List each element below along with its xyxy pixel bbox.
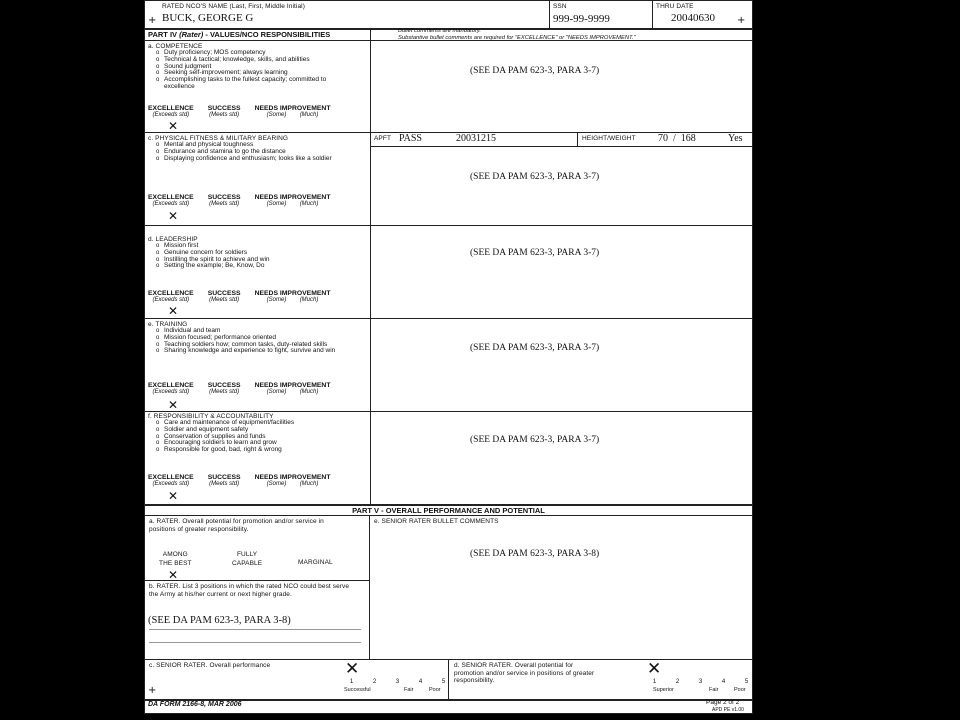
bullet-item: o Care and maintenance of equipment/facilities [148, 420, 294, 427]
potential-scale: 1 2 3 4 5 [652, 679, 749, 685]
ssn-value: 999-99-9999 [553, 13, 610, 25]
superior-label: Superior [653, 687, 674, 693]
competence-rating-mark[interactable]: ✕ [168, 119, 179, 133]
bullet-item: o Individual and team [148, 328, 348, 335]
poor-label: Poor [429, 687, 441, 693]
bullet-item: o Accomplishing tasks to the fullest capacity; committed to excellence [148, 77, 358, 91]
competence-rating-scale: EXCELLENCE (Exceeds std) SUCCESS (Meets std) NEEDS IMPROVEMENT (Some) (Much) [148, 105, 331, 118]
senior-rater-potential-text: d. SENIOR RATER. Overall potential for promotion and/or service in positions of greater responsibility. [454, 662, 595, 684]
training-rating-scale: EXCELLENCE (Exceeds std) SUCCESS (Meets std) NEEDS IMPROVEMENT (Some) (Much) [148, 382, 331, 395]
registration-plus: + [148, 685, 157, 696]
part-v-title: PART V - OVERALL PERFORMANCE AND POTENTIAL [352, 506, 545, 515]
senior-rater-performance-text: c. SENIOR RATER. Overall performance [149, 662, 271, 669]
fitness-rating-scale: EXCELLENCE (Exceeds std) SUCCESS (Meets std) NEEDS IMPROVEMENT (Some) (Much) [148, 194, 331, 207]
bullet-item: o Mission first [148, 243, 270, 250]
bullet-item: o Duty proficiency; MOS competency [148, 50, 358, 57]
rater-positions-text: b. RATER. List 3 positions in which the rated NCO could best serve the Army at his/her current or next higher grade. [149, 583, 350, 598]
responsibility-bullets [148, 420, 294, 454]
page-number: Page 2 of 2 [706, 699, 740, 706]
performance-scale: 1 2 3 4 5 [349, 679, 446, 685]
rater-potential-text: a. RATER. Overall potential for promotion and/or service in positions of greater responsibility. [149, 518, 324, 533]
ncoer-form-page [144, 0, 753, 714]
bullet-item: o Sound judgment [148, 64, 358, 71]
rater-positions-comment: (SEE DA PAM 623-3, PARA 3-8) [148, 615, 291, 626]
successful-label: Successful [344, 687, 371, 693]
responsibility-rating-scale: EXCELLENCE (Exceeds std) SUCCESS (Meets std) NEEDS IMPROVEMENT (Some) (Much) [148, 474, 331, 487]
leadership-section [148, 236, 270, 270]
competence-section [148, 43, 358, 91]
bullet-item: o Soldier and equipment safety [148, 427, 294, 434]
height-weight-value: 70 / 168 [658, 133, 696, 144]
leadership-comment: (SEE DA PAM 623-3, PARA 3-7) [470, 248, 600, 258]
leadership-bullets [148, 243, 270, 270]
training-section [148, 321, 348, 355]
fair-label: Fair [404, 687, 414, 693]
competence-bullets [148, 50, 358, 91]
bullet-item: o Endurance and stamina to go the distance [148, 149, 338, 156]
fitness-bullets [148, 142, 338, 162]
form-number: DA FORM 2166-8, MAR 2006 [148, 701, 242, 708]
poor-label: Poor [734, 687, 746, 693]
registration-plus: + [148, 15, 157, 26]
height-weight-label: HEIGHT/WEIGHT [582, 135, 636, 142]
bullet-item: o Mission focused; performance oriented [148, 335, 348, 342]
senior-rater-potential-mark[interactable]: ✕ [647, 659, 662, 679]
competence-title: a. COMPETENCE [148, 43, 203, 50]
leadership-rating-scale: EXCELLENCE (Exceeds std) SUCCESS (Meets std) NEEDS IMPROVEMENT (Some) (Much) [148, 290, 331, 303]
apft-value: PASS [399, 133, 422, 144]
height-weight-result: Yes [728, 133, 743, 144]
training-bullets [148, 328, 348, 355]
bullet-item: o Technical & tactical; knowledge, skills, and abilities [148, 57, 348, 64]
bullet-item: o Teaching soldiers how; common tasks, duty-related skills [148, 342, 338, 349]
apft-label: APFT [374, 135, 392, 142]
fair-label: Fair [709, 687, 719, 693]
thru-date-value: 20040630 [671, 12, 715, 24]
senior-rater-comments-title: e. SENIOR RATER BULLET COMMENTS [374, 518, 499, 525]
competence-comment: (SEE DA PAM 623-3, PARA 3-7) [470, 66, 600, 76]
bullet-item: o Genuine concern for soldiers [148, 250, 270, 257]
fitness-title: c. PHYSICAL FITNESS & MILITARY BEARING [148, 135, 289, 142]
bullet-item: o Sharing knowledge and experience to fight, survive and win [148, 348, 348, 355]
bullet-item: o Encouraging soldiers to learn and grow [148, 440, 294, 447]
bullet-item: o Displaying confidence and enthusiasm; looks like a soldier [148, 156, 338, 163]
registration-plus: + [737, 15, 746, 26]
senior-rater-comments: (SEE DA PAM 623-3, PARA 3-8) [470, 549, 600, 559]
thru-date-label: THRU DATE [656, 3, 694, 10]
training-rating-mark[interactable]: ✕ [168, 398, 179, 412]
responsibility-rating-mark[interactable]: ✕ [168, 489, 179, 503]
responsibility-title: f. RESPONSIBILITY & ACCOUNTABILITY [148, 413, 274, 420]
among-the-best-option: AMONG THE BEST [159, 551, 192, 567]
bullet-item: o Conservation of supplies and funds [148, 434, 294, 441]
leadership-rating-mark[interactable]: ✕ [168, 304, 179, 318]
training-comment: (SEE DA PAM 623-3, PARA 3-7) [470, 343, 600, 353]
name-value: BUCK, GEORGE G [162, 12, 254, 24]
bullet-item: o Setting the example; Be, Know, Do [148, 263, 270, 270]
fully-capable-option: FULLY CAPABLE [232, 551, 263, 567]
responsibility-comment: (SEE DA PAM 623-3, PARA 3-7) [470, 435, 600, 445]
responsibility-section [148, 413, 294, 454]
fitness-rating-mark[interactable]: ✕ [168, 209, 179, 223]
part-iv-title: PART IV (Rater) - VALUES/NCO RESPONSIBILITIES [148, 30, 331, 39]
bullet-item: o Mental and physical toughness [148, 142, 338, 149]
ssn-label: SSN [553, 3, 567, 10]
marginal-option: MARGINAL [298, 559, 333, 566]
leadership-title: d. LEADERSHIP [148, 236, 198, 243]
form-version: APD PE v1.00 [712, 707, 744, 713]
bullet-item: o Responsible for good, bad, right & wrong [148, 447, 294, 454]
senior-rater-performance-mark[interactable]: ✕ [345, 659, 360, 679]
apft-date: 20031215 [456, 133, 496, 144]
name-label: RATED NCO'S NAME (Last, First, Middle Initial) [162, 3, 305, 10]
bullet-item: o Instilling the spirit to achieve and win [148, 257, 270, 264]
fitness-section [148, 135, 338, 162]
fitness-comment: (SEE DA PAM 623-3, PARA 3-7) [470, 172, 600, 182]
training-title: e. TRAINING [148, 321, 188, 328]
bullet-item: o Seeking self-improvement; always learning [148, 70, 358, 77]
rater-potential-mark[interactable]: ✕ [168, 568, 179, 582]
part-iv-notes: Bullet comments are mandatory. Substantive bullet comments are required for "EXCELLENCE" or "NEEDS IMPROVEMENT." [398, 28, 636, 41]
